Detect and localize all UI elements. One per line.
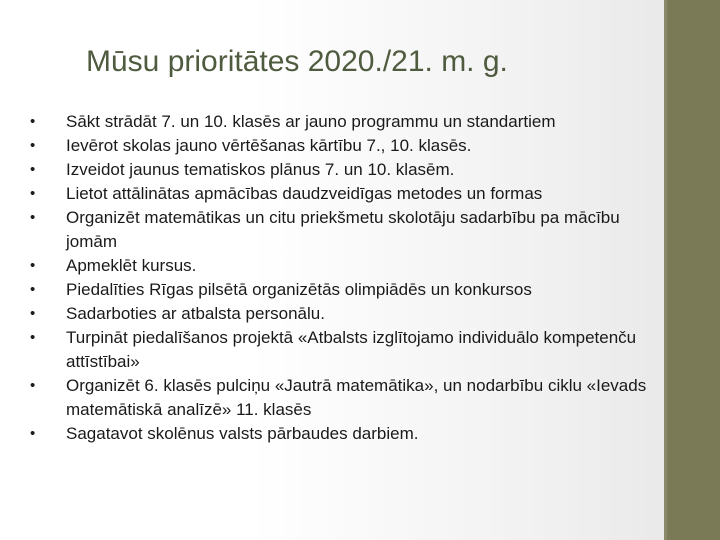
bullet-icon: • <box>30 425 36 442</box>
bullet-text: Sākt strādāt 7. un 10. klasēs ar jauno programmu un standartiem <box>66 112 556 131</box>
bullet-text: Sagatavot skolēnus valsts pārbaudes darbiem. <box>66 424 419 443</box>
bullet-text: Izveidot jaunus tematiskos plānus 7. un 10. klasēm. <box>66 160 455 179</box>
bullet-text: Piedalīties Rīgas pilsētā organizētās olimpiādēs un konkursos <box>66 280 532 299</box>
bullet-text: Lietot attālinātas apmācības daudzveidīgas metodes un formas <box>66 184 543 203</box>
bullet-item <box>30 302 650 326</box>
bullet-icon: • <box>30 377 36 394</box>
bullet-text: Organizēt matemātikas un citu priekšmetu skolotāju sadarbību pa mācību jomām <box>66 208 620 251</box>
bullet-item <box>30 158 650 182</box>
bullet-icon: • <box>30 281 36 298</box>
bullet-item <box>30 134 650 158</box>
bullet-item <box>30 254 650 278</box>
side-accent-bar <box>667 0 720 540</box>
bullet-icon: • <box>30 113 36 130</box>
bullet-icon: • <box>30 137 36 154</box>
bullet-icon: • <box>30 161 36 178</box>
bullet-icon: • <box>30 185 36 202</box>
bullet-list <box>30 110 650 446</box>
bullet-text: Sadarboties ar atbalsta personālu. <box>66 304 325 323</box>
bullet-item <box>30 278 650 302</box>
bullet-item <box>30 182 650 206</box>
bullet-icon: • <box>30 329 36 346</box>
bullet-item <box>30 110 650 134</box>
bullet-item <box>30 422 650 446</box>
bullet-icon: • <box>30 209 36 226</box>
bullet-item <box>30 206 650 254</box>
bullet-icon: • <box>30 257 36 274</box>
slide-title: Mūsu prioritātes 2020./21. m. g. <box>86 45 508 78</box>
bullet-item <box>30 326 650 374</box>
bullet-item <box>30 374 650 422</box>
bullet-icon: • <box>30 305 36 322</box>
bullet-text: Ievērot skolas jauno vērtēšanas kārtību 7., 10. klasēs. <box>66 136 472 155</box>
bullet-text: Turpināt piedalīšanos projektā «Atbalsts izglītojamo individuālo kompetenču attīstībai» <box>66 328 637 371</box>
bullet-text: Apmeklēt kursus. <box>66 256 197 275</box>
bullet-text: Organizēt 6. klasēs pulciņu «Jautrā matemātika», un nodarbību ciklu «Ievads matemātiskā analīzē» 11. klasēs <box>66 376 647 419</box>
